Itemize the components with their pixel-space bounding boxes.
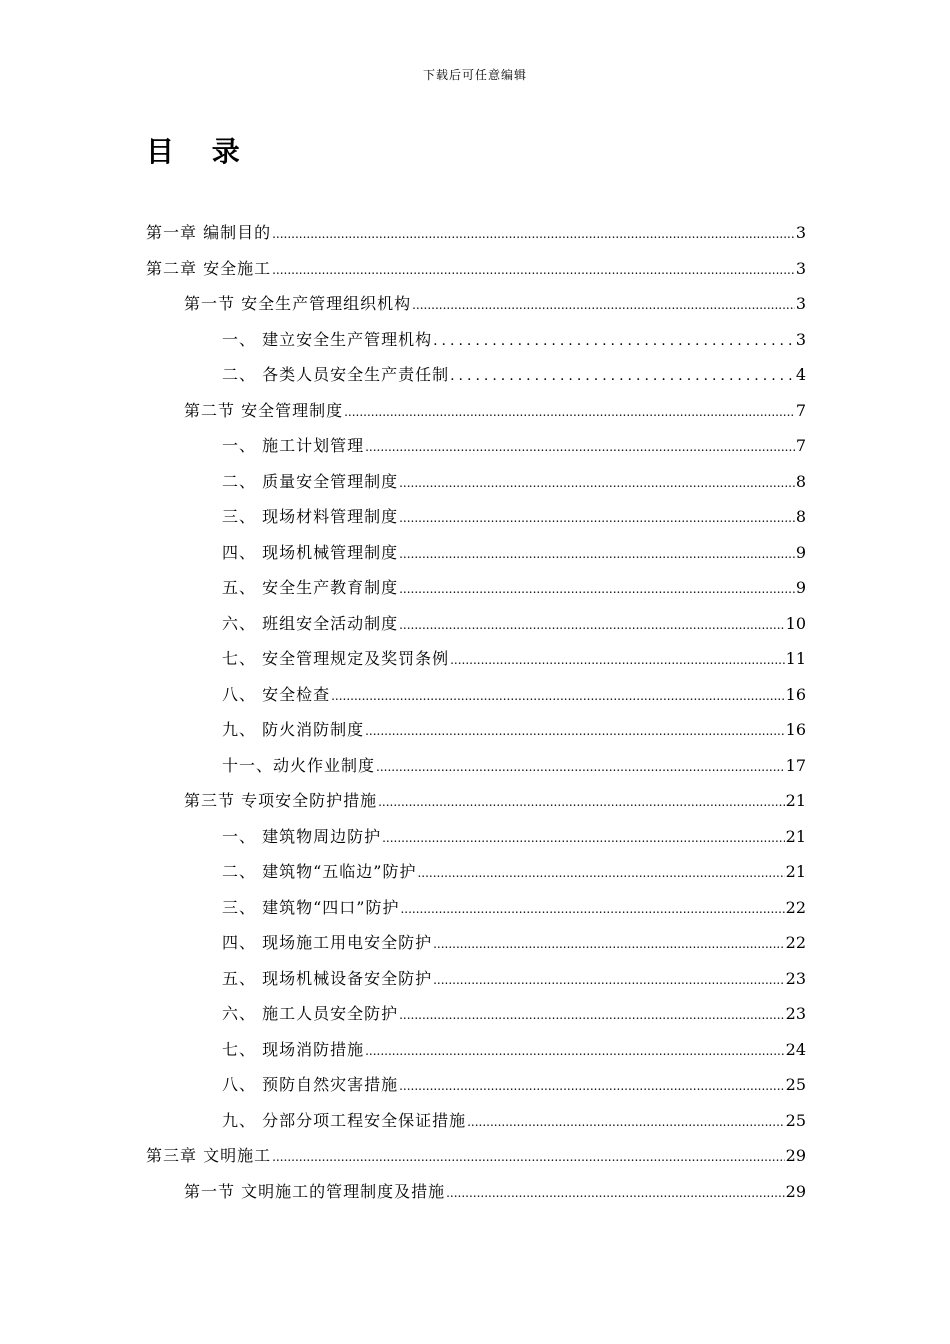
toc-leader-dots bbox=[417, 866, 784, 880]
toc-entry[interactable] bbox=[222, 1001, 806, 1037]
toc-entry-label: 第三章 文明施工 bbox=[146, 1146, 272, 1165]
toc-entry-label: 二、 各类人员安全生产责任制 bbox=[222, 365, 450, 384]
toc-entry-page-number: 21 bbox=[785, 791, 806, 810]
toc-leader-dots bbox=[376, 760, 785, 774]
toc-entry-label: 六、 施工人员安全防护 bbox=[222, 1004, 399, 1023]
toc-entry-label: 第二节 安全管理制度 bbox=[184, 400, 344, 420]
toc-entry-label: 一、 建筑物周边防护 bbox=[222, 826, 382, 846]
toc-entry[interactable] bbox=[222, 824, 806, 860]
toc-leader-dots bbox=[331, 689, 785, 703]
toc-entry-page-number: 29 bbox=[785, 1181, 806, 1201]
toc-entry-page-number: 23 bbox=[785, 968, 806, 988]
toc-entry-label: 第一节 安全生产管理组织机构 bbox=[184, 294, 412, 313]
toc-leader-dots bbox=[433, 937, 785, 951]
toc-leader-dots bbox=[382, 831, 785, 845]
toc-leader-dots bbox=[433, 333, 795, 349]
toc-entry[interactable] bbox=[184, 788, 806, 824]
toc-entry[interactable] bbox=[146, 1143, 806, 1179]
toc-entry-page-number: 9 bbox=[795, 542, 806, 562]
toc-entry-page-number: 22 bbox=[785, 897, 806, 917]
toc-entry-label: 六、 班组安全活动制度 bbox=[222, 613, 399, 633]
toc-entry-page-number: 8 bbox=[795, 507, 806, 526]
toc-entry[interactable] bbox=[222, 1108, 806, 1144]
toc-entry-page-number: 21 bbox=[785, 862, 806, 881]
toc-entry-label: 四、 现场机械管理制度 bbox=[222, 542, 399, 562]
toc-entry-label: 五、 现场机械设备安全防护 bbox=[222, 968, 433, 988]
toc-leader-dots bbox=[412, 298, 795, 312]
toc-entry-page-number: 4 bbox=[795, 365, 806, 384]
toc-leader-dots bbox=[450, 368, 795, 384]
toc-entry-page-number: 10 bbox=[785, 613, 806, 633]
toc-entry[interactable] bbox=[222, 682, 806, 718]
toc-entry-label: 一、 建立安全生产管理机构 bbox=[222, 329, 433, 349]
toc-entry-label: 第一节 文明施工的管理制度及措施 bbox=[184, 1181, 446, 1201]
toc-entry[interactable] bbox=[146, 220, 806, 256]
toc-entry[interactable] bbox=[222, 895, 806, 931]
toc-entry-label: 五、 安全生产教育制度 bbox=[222, 578, 399, 597]
toc-entry-page-number: 21 bbox=[785, 826, 806, 846]
toc-entry[interactable] bbox=[222, 1037, 806, 1073]
toc-entry[interactable] bbox=[184, 398, 806, 434]
toc-leader-dots bbox=[399, 511, 795, 525]
toc-entry-label: 七、 安全管理规定及奖罚条例 bbox=[222, 649, 450, 668]
toc-leader-dots bbox=[365, 1044, 785, 1058]
toc-entry-label: 三、 现场材料管理制度 bbox=[222, 507, 399, 526]
toc-entry-label: 四、 现场施工用电安全防护 bbox=[222, 933, 433, 952]
toc-leader-dots bbox=[399, 476, 795, 490]
toc-entry[interactable] bbox=[222, 930, 806, 966]
toc-leader-dots bbox=[344, 405, 795, 419]
toc-entry[interactable] bbox=[222, 859, 806, 895]
toc-leader-dots bbox=[399, 618, 785, 632]
toc-entry-label: 二、 质量安全管理制度 bbox=[222, 471, 399, 491]
toc-entry-page-number: 16 bbox=[785, 720, 806, 739]
toc-entry-label: 第一章 编制目的 bbox=[146, 223, 272, 242]
toc-leader-dots bbox=[450, 653, 785, 667]
toc-entry-page-number: 22 bbox=[785, 933, 806, 952]
toc-entry-page-number: 17 bbox=[785, 755, 806, 775]
toc-entry[interactable] bbox=[222, 433, 806, 469]
toc-entry-label: 第二章 安全施工 bbox=[146, 258, 272, 278]
toc-entry-label: 九、 分部分项工程安全保证措施 bbox=[222, 1110, 467, 1130]
toc-leader-dots bbox=[467, 1115, 785, 1129]
toc-leader-dots bbox=[365, 440, 795, 454]
toc-leader-dots bbox=[399, 1079, 785, 1093]
toc-entry-page-number: 3 bbox=[795, 223, 806, 242]
toc-leader-dots bbox=[399, 582, 795, 596]
toc-entry-label: 八、 安全检查 bbox=[222, 684, 331, 704]
toc-entry-page-number: 3 bbox=[795, 329, 806, 349]
toc-entry-page-number: 16 bbox=[785, 684, 806, 704]
toc-leader-dots bbox=[272, 227, 795, 241]
toc-entry-page-number: 29 bbox=[785, 1146, 806, 1165]
toc-entry-page-number: 25 bbox=[785, 1075, 806, 1094]
toc-entry[interactable] bbox=[222, 646, 806, 682]
toc-entry-page-number: 23 bbox=[785, 1004, 806, 1023]
toc-leader-dots bbox=[399, 1008, 785, 1022]
toc-entry-label: 八、 预防自然灾害措施 bbox=[222, 1075, 399, 1094]
toc-entry-page-number: 3 bbox=[795, 294, 806, 313]
toc-entry-label: 九、 防火消防制度 bbox=[222, 720, 365, 739]
toc-entry-page-number: 8 bbox=[795, 471, 806, 491]
toc-entry[interactable] bbox=[222, 575, 806, 611]
header-note: 下载后可任意编辑 bbox=[422, 68, 527, 82]
toc-entry-label: 三、 建筑物“四口”防护 bbox=[222, 897, 400, 917]
toc-title: 目 录 bbox=[146, 135, 254, 168]
toc-entry[interactable] bbox=[222, 611, 806, 647]
toc-entry-page-number: 25 bbox=[785, 1110, 806, 1130]
toc-entry-page-number: 24 bbox=[785, 1039, 806, 1059]
toc-entry[interactable] bbox=[184, 291, 806, 327]
toc-entry-page-number: 9 bbox=[795, 578, 806, 597]
toc-leader-dots bbox=[272, 1150, 785, 1164]
toc-entry[interactable] bbox=[222, 504, 806, 540]
toc-entry[interactable] bbox=[222, 327, 806, 363]
toc-entry-label: 十一、动火作业制度 bbox=[222, 755, 376, 775]
toc-entry[interactable] bbox=[184, 1179, 806, 1215]
toc-leader-dots bbox=[400, 902, 784, 916]
toc-entry-label: 第三节 专项安全防护措施 bbox=[184, 791, 378, 810]
toc-entry[interactable] bbox=[222, 362, 806, 398]
toc-leader-dots bbox=[446, 1186, 785, 1200]
toc-entry-label: 一、 施工计划管理 bbox=[222, 436, 365, 455]
toc-entry[interactable] bbox=[222, 469, 806, 505]
toc-leader-dots bbox=[399, 547, 795, 561]
toc-entry-page-number: 3 bbox=[795, 258, 806, 278]
toc-leader-dots bbox=[365, 724, 785, 738]
toc-entry[interactable] bbox=[222, 540, 806, 576]
toc-entry[interactable] bbox=[146, 256, 806, 292]
toc-entry[interactable] bbox=[222, 753, 806, 789]
toc-leader-dots bbox=[378, 795, 785, 809]
toc-entry-page-number: 7 bbox=[795, 400, 806, 420]
toc-entry-label: 七、 现场消防措施 bbox=[222, 1039, 365, 1059]
toc-leader-dots bbox=[433, 973, 785, 987]
toc-entry-page-number: 11 bbox=[785, 649, 806, 668]
toc-entry[interactable] bbox=[222, 1072, 806, 1108]
toc-entry-page-number: 7 bbox=[795, 436, 806, 455]
toc-leader-dots bbox=[272, 263, 795, 277]
toc-entry-label: 二、 建筑物“五临边”防护 bbox=[222, 862, 417, 881]
toc-entry[interactable] bbox=[222, 966, 806, 1002]
toc-entry[interactable] bbox=[222, 717, 806, 753]
